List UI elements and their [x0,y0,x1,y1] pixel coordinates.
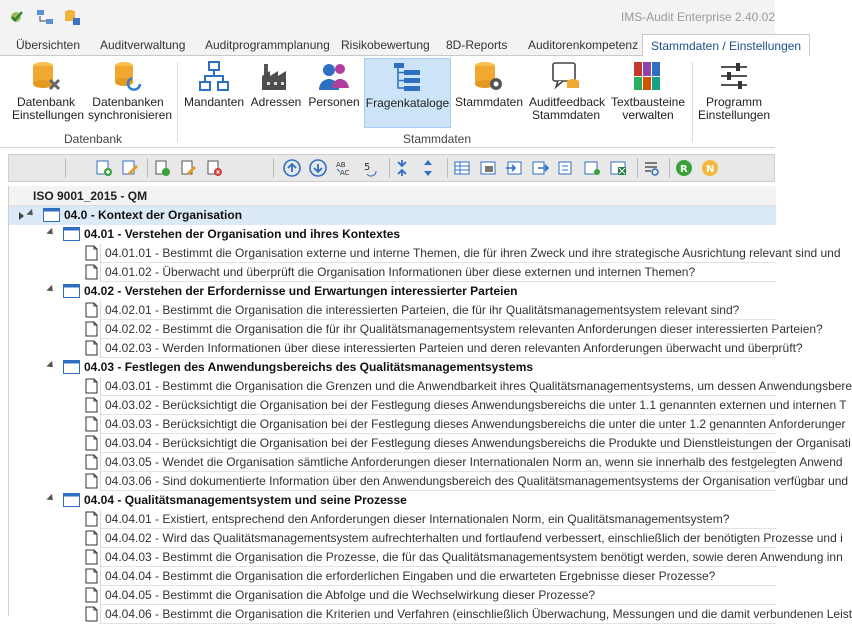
question-row[interactable] [9,396,847,415]
fragenkataloge-button[interactable] [364,58,451,128]
mandanten-button[interactable] [184,58,244,128]
database-gear-icon [472,60,504,92]
main-tabs [0,34,802,56]
tab-8d-reports[interactable]: 8D-Reports [446,38,508,52]
question-text: 04.03.06 - Sind dokumentierte Information über den Anwendungsbereich des Qualitätsmanagementsystems der Organisation verfügbar und [105,474,849,488]
question-row[interactable] [9,586,776,605]
r-badge-label: R [680,164,688,175]
print-table-icon[interactable] [479,159,497,177]
edit-document-icon[interactable] [179,159,197,177]
svg-text:AC: AC [340,169,350,177]
database-settings-icon [30,60,62,92]
question-list-icon [392,61,424,93]
persons-icon [318,60,350,92]
database-user-icon[interactable] [63,8,81,26]
question-row[interactable] [9,529,843,548]
toolbar-separator [669,158,670,178]
chapter-row[interactable] [9,225,776,244]
document-icon [85,454,98,470]
chapter-title: 04.03 - Festlegen des Anwendungsbereichs des Qualitätsmanagementsystems [84,360,534,374]
question-row[interactable] [9,244,841,263]
question-text: 04.03.04 - Berücksichtigt die Organisation bei der Festlegung dieses Anwendungsbereichs die Produkte und Dienstleistungen der Organisati [105,436,851,450]
toolbar-separator [65,158,66,178]
tree-root-label: ISO 9001_2015 - QM [33,189,148,203]
feedback-icon [550,60,582,92]
question-text: 04.04.03 - Bestimmt die Organisation die Prozesse, die für das Qualitätsmanagementsystem benötigt werden, sowie deren Anwendung inn [105,550,843,564]
collapse-arrow-icon[interactable] [46,228,55,237]
chapter-row[interactable] [9,282,776,301]
question-row[interactable] [9,415,846,434]
svg-text:5: 5 [364,162,371,173]
chapter-title: 04.0 - Kontext der Organisation [64,208,243,222]
folder-icon [63,360,80,374]
database-sync-button[interactable] [88,58,173,128]
n-badge-label: N [706,164,715,175]
adressen-button[interactable] [250,58,302,128]
renumber-icon[interactable] [361,159,379,177]
document-icon [85,378,98,394]
tab-risikobewertung[interactable]: Risikobewertung [341,38,430,52]
textbausteine-verwalten-button[interactable] [609,58,687,128]
question-row[interactable] [9,548,843,567]
document-icon [85,397,98,413]
database-settings-label: Datenbank Einstellungen [12,95,85,122]
question-text: 04.04.06 - Bestimmt die Organisation die Kriterien und Verfahren (einschließlich Überwachung, Messungen und die damit verbundenen Leist [105,607,852,621]
question-row[interactable] [9,567,776,586]
document-icon [85,302,98,318]
toolbar-separator [389,158,390,178]
document-icon [85,264,98,280]
chapter-row[interactable] [9,206,776,225]
group-label-stammdaten: Stammdaten [403,132,472,146]
chapter-title: 04.02 - Verstehen der Erfordernisse und Erwartungen interessierter Parteien [84,284,518,298]
question-row[interactable] [9,339,803,358]
collapse-arrow-icon[interactable] [26,209,35,218]
org-chart-icon [198,60,230,92]
new-document-icon[interactable] [153,159,171,177]
structure-icon[interactable] [557,159,575,177]
chapter-title: 04.04 - Qualitätsmanagementsystem und seine Prozesse [84,493,407,507]
database-settings-button[interactable] [12,58,85,128]
network-sync-icon[interactable] [36,8,54,26]
document-icon [85,511,98,527]
question-text: 04.02.01 - Bestimmt die Organisation die interessierten Parteien, die für ihr Qualitätsmanagementsystem relevant sind? [105,303,740,317]
chapter-title: 04.01 - Verstehen der Organisation und ihres Kontextes [84,227,401,241]
ribbon-separator [177,62,178,142]
question-row[interactable] [9,472,849,491]
folder-icon [43,208,60,222]
fragenkataloge-label: Fragenkataloge [365,96,450,110]
toolbar-separator [147,158,148,178]
collapse-arrow-icon[interactable] [46,494,55,503]
question-row[interactable] [9,510,776,529]
table-view-icon[interactable] [453,159,471,177]
tree-toolbar [8,154,775,182]
programm-einstellungen-label: Programm Einstellungen [698,95,771,122]
import-icon[interactable] [505,159,523,177]
question-text: 04.02.02 - Bestimmt die Organisation die für ihr Qualitätsmanagementsystem relevanten Anforderungen dieser interessierten Parteien? [105,322,823,336]
question-text: 04.03.02 - Berücksichtigt die Organisation bei der Festlegung dieses Anwendungsbereichs die unter 1.1 genannten externen und internen T [105,398,847,412]
r-badge-icon[interactable] [675,159,693,177]
folder-icon [63,493,80,507]
edit-item-icon[interactable] [121,159,139,177]
document-icon [85,416,98,432]
add-item-icon[interactable] [95,159,113,177]
group-label-datenbank: Datenbank [64,132,123,146]
expand-all-icon[interactable] [419,159,437,177]
question-row[interactable] [9,377,852,396]
tab-auditverwaltung[interactable]: Auditverwaltung [100,38,186,52]
document-icon [85,340,98,356]
toolbar-separator [273,158,274,178]
mandanten-label: Mandanten [184,95,245,109]
question-text: 04.03.01 - Bestimmt die Organisation die Grenzen und die Anwendbarkeit ihres Qualitätsmanagementsystems, um dessen Anwendungsbere [105,379,852,393]
document-icon [85,606,98,622]
document-icon [85,435,98,451]
document-icon [85,549,98,565]
question-text: 04.02.03 - Werden Informationen über diese interessierten Parteien und deren relevanten Anforderungen überwacht und überprüft? [105,341,803,355]
document-icon [85,568,98,584]
question-text: 04.01.01 - Bestimmt die Organisation externe und interne Themen, die für ihren Zweck und ihre strategische Ausrichtung relevant sind und [105,246,841,260]
collapse-arrow-icon[interactable] [46,285,55,294]
question-row[interactable] [9,453,843,472]
toolbar-separator [637,158,638,178]
question-text: 04.01.02 - Überwacht und überprüft die Organisation Informationen über diese externen und internen Themen? [105,265,696,279]
expand-arrow-icon[interactable] [19,212,24,220]
checkmark-gear-icon[interactable] [9,8,27,26]
link-structure-icon[interactable] [583,159,601,177]
question-text: 04.04.05 - Bestimmt die Organisation die Abfolge und die Wechselwirkung dieser Prozesse? [105,588,596,602]
stammdaten-label: Stammdaten [455,95,524,109]
folder-icon [63,284,80,298]
collapse-arrow-icon[interactable] [46,361,55,370]
database-sync-label: Datenbanken synchronisieren [88,95,173,122]
tab-auditprogrammplanung[interactable]: Auditprogrammplanung [205,38,330,52]
move-up-icon[interactable] [283,159,301,177]
database-sync-icon [112,60,144,92]
adressen-label: Adressen [250,95,302,109]
ribbon [0,56,775,148]
document-icon [85,530,98,546]
auditfeedback-stammdaten-label: Auditfeedback Stammdaten [529,95,606,122]
folder-icon [63,227,80,241]
question-row[interactable] [9,301,776,320]
personen-button[interactable] [308,58,360,128]
stammdaten-button[interactable] [455,58,524,128]
tab-auditorenkompetenz[interactable]: Auditorenkompetenz [528,38,639,52]
tab-stammdaten-einstellungen[interactable]: Stammdaten / Einstellungen [642,34,810,57]
collapse-all-icon[interactable] [393,159,411,177]
chapter-row[interactable] [9,491,776,510]
svg-text:AB: AB [336,161,346,169]
question-text: 04.03.03 - Berücksichtigt die Organisation bei der Festlegung dieses Anwendungsbereichs die unter die unter 1.2 genannten Anforderunger [105,417,846,431]
question-text: 04.03.05 - Wendet die Organisation sämtliche Anforderungen dieser Internationalen Norm an, wenn sie innerhalb des festgelegten Anwend [105,455,843,469]
question-row[interactable] [9,263,776,282]
window-title: IMS-Audit Enterprise 2.40.02 [620,10,775,24]
question-row[interactable] [9,605,852,624]
search-list-icon[interactable] [643,159,661,177]
document-icon [85,321,98,337]
document-icon [85,245,98,261]
excel-export-icon[interactable] [609,159,627,177]
n-badge-icon[interactable] [701,159,719,177]
auditfeedback-stammdaten-button[interactable] [529,58,606,128]
question-text: 04.04.04 - Bestimmt die Organisation die erforderlichen Eingaben und die erwarteten Ergebnisse dieser Prozesse? [105,569,716,583]
question-text: 04.04.02 - Wird das Qualitätsmanagementsystem aufrechterhalten und fortlaufend verbessert, einschließlich der benötigten Prozesse und i [105,531,843,545]
sliders-icon [718,60,750,92]
toolbar-separator [447,158,448,178]
textbausteine-verwalten-label: Textbausteine verwalten [610,95,686,122]
programm-einstellungen-button[interactable] [698,58,770,128]
tree-root-row[interactable] [9,186,776,206]
document-icon [85,473,98,489]
sort-alphabetical-icon[interactable] [335,159,353,177]
question-row[interactable] [9,434,851,453]
document-icon [85,587,98,603]
delete-document-icon[interactable] [205,159,223,177]
text-blocks-icon [632,60,664,92]
tab-uebersichten[interactable]: Übersichten [16,38,81,52]
question-text: 04.04.01 - Existiert, entsprechend den Anforderungen dieser Internationalen Norm, ein Qualitätsmanagementsystem? [105,512,730,526]
title-bar [0,0,775,34]
chapter-row[interactable] [9,358,776,377]
question-row[interactable] [9,320,823,339]
personen-label: Personen [308,95,360,109]
factory-icon [260,60,292,92]
ribbon-separator [692,62,693,142]
question-catalog-tree [8,186,852,621]
export-icon[interactable] [531,159,549,177]
move-down-icon[interactable] [309,159,327,177]
